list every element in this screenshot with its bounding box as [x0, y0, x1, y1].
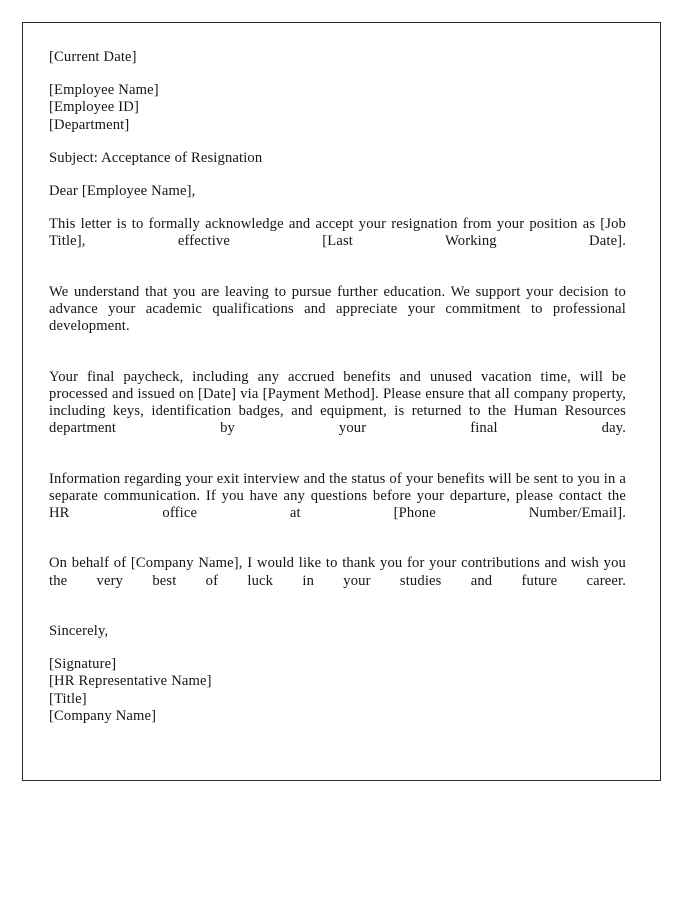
salutation-line: Dear [Employee Name], [49, 183, 196, 200]
recipient-employee-id: [Employee ID] [49, 99, 139, 116]
body-paragraph-3 [49, 369, 626, 455]
closing-block [49, 623, 626, 640]
salutation-block [49, 183, 626, 200]
date-block [49, 49, 626, 66]
recipient-block [49, 82, 626, 134]
paragraph-text: On behalf of [Company Name], I would like to thank you for your contributions and wish you the very best of luck in your studies and future career. [49, 555, 626, 589]
closing-line: Sincerely, [49, 623, 109, 640]
recipient-department: [Department] [49, 116, 130, 133]
body-paragraph-5 [49, 555, 626, 607]
subject-line: Subject: Acceptance of Resignation [49, 149, 263, 166]
body-paragraph-1 [49, 216, 626, 268]
current-date-line: [Current Date] [49, 49, 137, 65]
body-paragraph-4 [49, 471, 626, 540]
paragraph-text: Your final paycheck, including any accrued benefits and unused vacation time, will be processed and issued on [Date] via [Payment Method]. Please ensure that all company property, including keys, identification badges, and equipment, is returned to the Human Resources department by your final day. [49, 368, 626, 437]
signature-representative-name: [HR Representative Name] [49, 673, 212, 690]
body-paragraph-2 [49, 284, 626, 353]
paragraph-text: We understand that you are leaving to pursue further education. We support your decision to advance your academic qualifications and appreciate your commitment to professional development. [49, 283, 626, 335]
signature-block [49, 656, 626, 725]
signature-company-name: [Company Name] [49, 707, 157, 724]
letter-content [49, 49, 626, 725]
signature-placeholder: [Signature] [49, 656, 117, 673]
signature-title: [Title] [49, 690, 87, 707]
paragraph-text: Information regarding your exit interview and the status of your benefits will be sent to you in a separate communication. If you have any questions before your departure, please contact the HR office at [Phone Number/Email]. [49, 470, 626, 522]
letter-border-frame [22, 22, 661, 781]
subject-block [49, 150, 626, 167]
recipient-employee-name: [Employee Name] [49, 82, 159, 99]
paragraph-text: This letter is to formally acknowledge and accept your resignation from your position as [Job Title], effective [Last Working Date]. [49, 216, 626, 250]
